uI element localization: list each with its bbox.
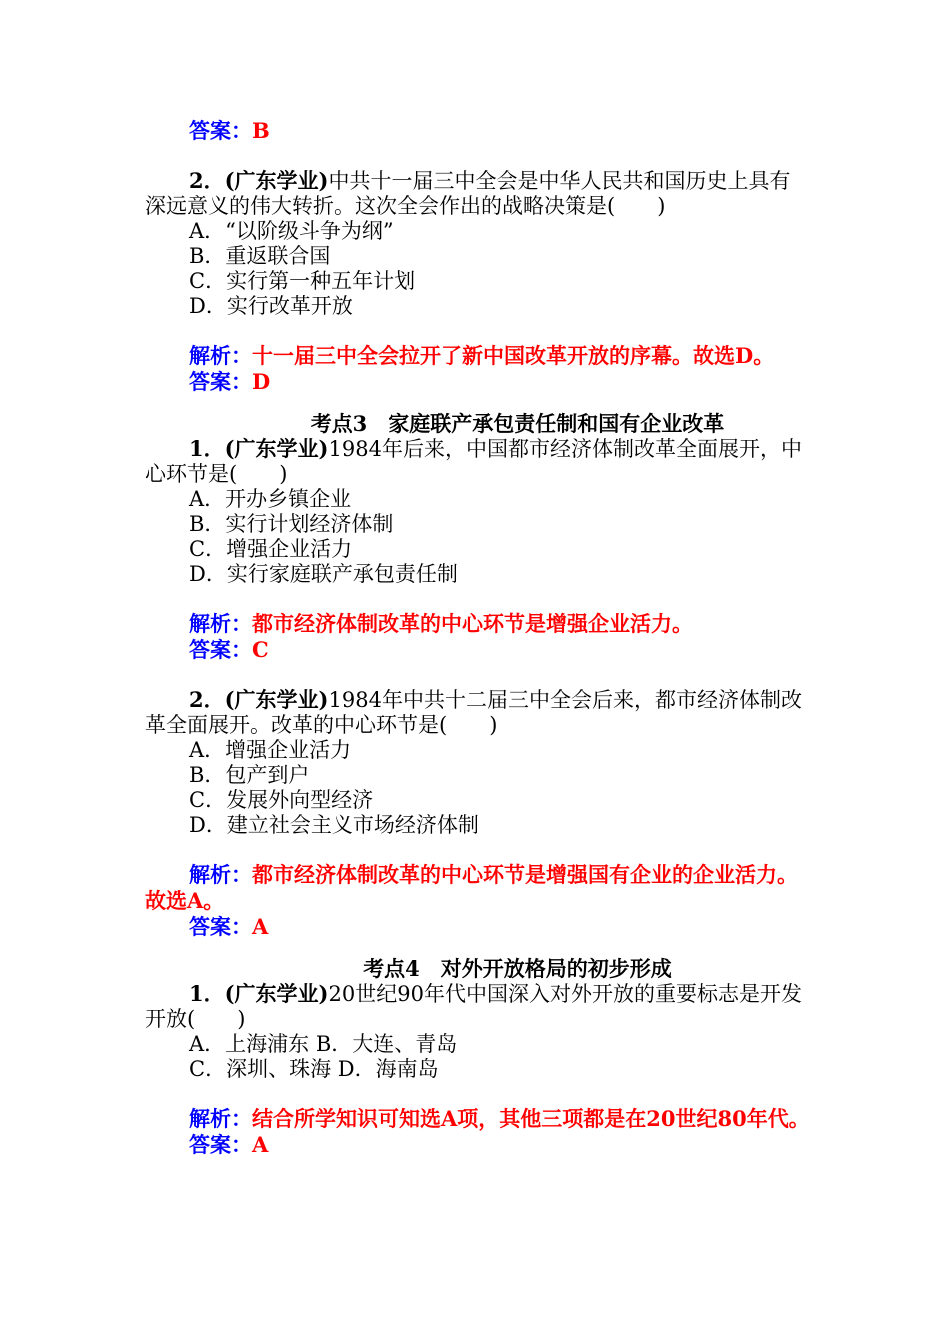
question-text: 20世纪90年代中国深入对外开放的重要标志是开发开放( ) [145, 982, 802, 1031]
section-heading: 考点4 对外开放格局的初步形成 [363, 956, 672, 981]
analysis-text: 都市经济体制改革的中心环节是增强企业活力。 [252, 611, 693, 636]
option-b: B．实行计划经济体制 [189, 512, 394, 536]
analysis-text: 结合所学知识可知选A项，其他三项都是在20世纪80年代。 [252, 1106, 810, 1131]
section-heading: 考点3 家庭联产承包责任制和国有企业改革 [310, 411, 725, 436]
answer-line [145, 914, 810, 940]
analysis-line [145, 862, 810, 914]
analysis-text: 十一届三中全会拉开了新中国改革开放的序幕。故选D。 [252, 343, 775, 368]
question-number: 1． [189, 981, 225, 1006]
question-stem [145, 687, 810, 738]
question-text: 1984年后来，中国都市经济体制改革全面展开，中心环节是( ) [145, 437, 802, 486]
question-text: 中共十一届三中全会是中华人民共和国历史上具有深远意义的伟大转折。这次全会作出的战略决策是( ) [145, 169, 791, 218]
question-source: (广东学业) [224, 168, 329, 193]
question-stem [145, 168, 810, 219]
answer-line [145, 118, 810, 144]
answer-value: B [252, 118, 270, 143]
analysis-label: 解析： [189, 611, 252, 636]
answer-line [145, 369, 810, 395]
analysis-line [145, 611, 810, 637]
option-c: C．发展外向型经济 [189, 788, 374, 812]
option-d: D．实行改革开放 [189, 294, 353, 318]
document-page [145, 118, 810, 1158]
analysis-label: 解析： [189, 1106, 252, 1131]
answer-value: A [252, 1132, 269, 1157]
option-c: C．实行第一种五年计划 [189, 269, 416, 293]
option-a: A．“以阶级斗争为纲” [189, 219, 394, 243]
option-a: A．开办乡镇企业 [189, 487, 352, 511]
answer-value: C [252, 637, 269, 662]
question-text: 1984年中共十二届三中全会后来，都市经济体制改革全面展开。改革的中心环节是( ) [145, 688, 802, 737]
answer-label: 答案： [189, 637, 252, 662]
analysis-label: 解析： [189, 343, 252, 368]
analysis-line [145, 343, 810, 369]
answer-label: 答案： [189, 118, 252, 143]
analysis-text: 都市经济体制改革的中心环节是增强国有企业的企业活力。故选A。 [145, 862, 798, 913]
answer-label: 答案： [189, 914, 252, 939]
question-stem [145, 436, 810, 487]
option-row: A．上海浦东 B．大连、青岛 [189, 1032, 458, 1056]
analysis-line [145, 1106, 810, 1132]
option-b: B．包产到户 [189, 763, 310, 787]
answer-label: 答案： [189, 1132, 252, 1157]
answer-value: D [252, 369, 271, 394]
option-c: C．增强企业活力 [189, 537, 353, 561]
analysis-label: 解析： [189, 862, 252, 887]
option-d: D．实行家庭联产承包责任制 [189, 562, 458, 586]
question-source: (广东学业) [224, 436, 329, 461]
question-number: 2． [189, 687, 225, 712]
option-d: D．建立社会主义市场经济体制 [189, 813, 479, 837]
option-a: A．增强企业活力 [189, 738, 352, 762]
question-stem [145, 981, 810, 1032]
question-source: (广东学业) [224, 687, 329, 712]
answer-label: 答案： [189, 369, 252, 394]
question-number: 1． [189, 436, 225, 461]
question-number: 2． [189, 168, 225, 193]
question-source: (广东学业) [224, 981, 329, 1006]
option-b: B．重返联合国 [189, 244, 331, 268]
answer-value: A [252, 914, 269, 939]
option-row: C．深圳、珠海 D．海南岛 [189, 1057, 439, 1081]
answer-line [145, 1132, 810, 1158]
answer-line [145, 637, 810, 663]
